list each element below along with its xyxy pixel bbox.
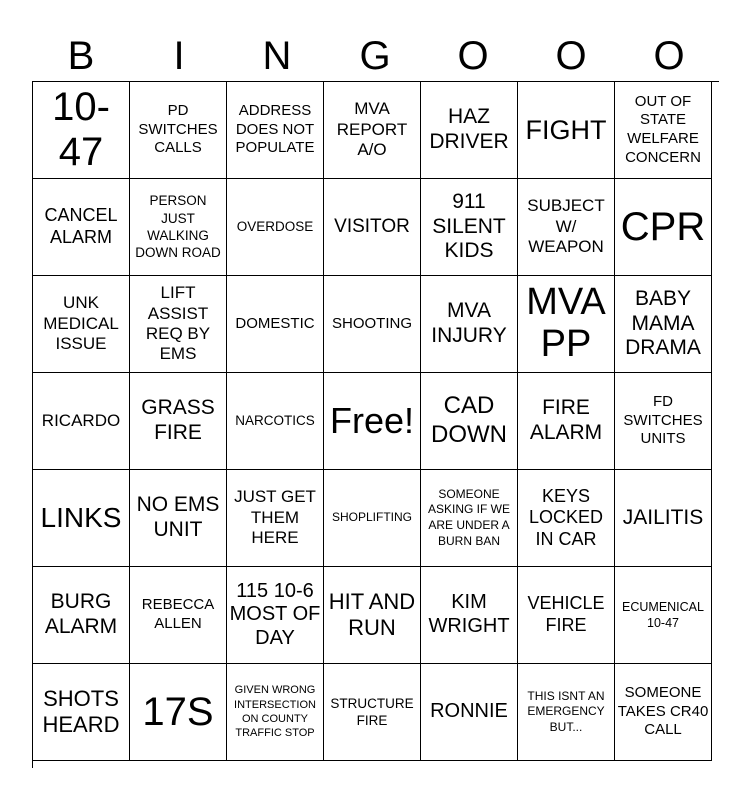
bingo-cell[interactable] xyxy=(130,82,227,179)
cell-text: MVA REPORT A/O xyxy=(336,99,408,160)
cell-text: KEYS LOCKED IN CAR xyxy=(528,485,604,549)
bingo-cell[interactable] xyxy=(421,82,518,179)
cell-text: BURG ALARM xyxy=(44,590,118,638)
cell-text: RICARDO xyxy=(41,410,121,430)
cell-text: OVERDOSE xyxy=(236,219,314,235)
cell-text: GRASS FIRE xyxy=(141,396,215,444)
bingo-cell[interactable] xyxy=(33,470,130,567)
cell-text: PD SWITCHES CALLS xyxy=(138,101,218,157)
bingo-cell[interactable] xyxy=(227,373,324,470)
bingo-cell[interactable] xyxy=(421,179,518,276)
bingo-cell[interactable] xyxy=(421,664,518,761)
cell-text: HIT AND RUN xyxy=(328,589,416,640)
bingo-cell[interactable] xyxy=(421,276,518,373)
bingo-cell[interactable] xyxy=(615,664,712,761)
bingo-cell[interactable] xyxy=(518,82,615,179)
cell-text: RONNIE xyxy=(430,700,508,723)
cell-text: ADDRESS DOES NOT POPULATE xyxy=(235,101,315,157)
bingo-cell[interactable] xyxy=(227,276,324,373)
header-letter-7: O xyxy=(653,34,685,78)
cell-text: Free! xyxy=(329,400,415,442)
bingo-cell[interactable] xyxy=(227,470,324,567)
cell-text: ECUMENICAL 10-47 xyxy=(622,599,704,630)
bingo-cell[interactable] xyxy=(324,179,421,276)
cell-text: MVA PP xyxy=(526,281,606,365)
bingo-cell[interactable] xyxy=(227,664,324,761)
bingo-cell[interactable] xyxy=(615,82,712,179)
bingo-cell[interactable] xyxy=(518,470,615,567)
bingo-cell[interactable] xyxy=(421,567,518,664)
cell-text: VEHICLE FIRE xyxy=(527,593,605,635)
bingo-cell[interactable] xyxy=(33,567,130,664)
bingo-cell[interactable] xyxy=(33,82,130,179)
header-letter-6: O xyxy=(555,34,587,78)
header-letter-5: O xyxy=(457,34,489,78)
bingo-cell[interactable] xyxy=(615,179,712,276)
bingo-cell[interactable] xyxy=(421,470,518,567)
cell-text: SHOTS HEARD xyxy=(42,686,120,737)
bingo-cell[interactable] xyxy=(615,373,712,470)
cell-text: FIRE ALARM xyxy=(529,396,603,444)
bingo-cell[interactable] xyxy=(518,373,615,470)
cell-text: 911 SILENT KIDS xyxy=(432,189,506,263)
cell-text: THIS ISNT AN EMERGENCY BUT... xyxy=(527,688,605,734)
cell-text: PERSON JUST WALKING DOWN ROAD xyxy=(135,193,221,261)
bingo-cell[interactable] xyxy=(615,470,712,567)
bingo-cell[interactable] xyxy=(227,179,324,276)
bingo-cell[interactable] xyxy=(518,179,615,276)
bingo-cell[interactable] xyxy=(324,567,421,664)
cell-text: KIM WRIGHT xyxy=(428,591,510,637)
cell-text: 10-47 xyxy=(52,85,110,174)
bingo-cell[interactable] xyxy=(421,373,518,470)
cell-text: OUT OF STATE WELFARE CONCERN xyxy=(625,92,701,166)
cell-text: HAZ DRIVER xyxy=(429,105,509,153)
cell-text: BABY MAMA DRAMA xyxy=(625,286,701,360)
bingo-cell[interactable] xyxy=(518,276,615,373)
bingo-cell[interactable] xyxy=(33,179,130,276)
cell-text: FIGHT xyxy=(525,114,607,145)
header-letter-4: G xyxy=(359,34,391,78)
bingo-cell[interactable] xyxy=(130,179,227,276)
bingo-cell[interactable] xyxy=(227,82,324,179)
cell-text: REBECCA ALLEN xyxy=(141,596,215,632)
cell-text: SOMEONE ASKING IF WE ARE UNDER A BURN BAN xyxy=(427,486,510,548)
bingo-cell[interactable] xyxy=(130,664,227,761)
header-letter-3: N xyxy=(262,34,292,78)
cell-text: CANCEL ALARM xyxy=(44,205,118,247)
bingo-cell[interactable] xyxy=(615,276,712,373)
cell-text: VISITOR xyxy=(334,215,410,237)
bingo-cell[interactable] xyxy=(130,470,227,567)
bingo-header xyxy=(32,30,718,82)
cell-text: SHOOTING xyxy=(331,314,412,332)
cell-text: JUST GET THEM HERE xyxy=(234,487,316,548)
cell-text: LIFT ASSIST REQ BY EMS xyxy=(145,283,211,364)
cell-text: SHOPLIFTING xyxy=(331,510,412,525)
cell-text: NO EMS UNIT xyxy=(136,493,220,541)
bingo-cell[interactable] xyxy=(33,373,130,470)
bingo-cell[interactable] xyxy=(324,664,421,761)
bingo-cell[interactable] xyxy=(615,567,712,664)
header-letter-1: B xyxy=(67,34,95,78)
cell-text: FD SWITCHES UNITS xyxy=(623,392,703,448)
cell-text: DOMESTIC xyxy=(235,314,315,332)
bingo-cell[interactable] xyxy=(130,373,227,470)
bingo-cell[interactable] xyxy=(130,276,227,373)
bingo-cell[interactable] xyxy=(324,82,421,179)
cell-text: SOMEONE TAKES CR40 CALL xyxy=(617,683,709,739)
cell-text: STRUCTURE FIRE xyxy=(330,695,414,728)
cell-text: UNK MEDICAL ISSUE xyxy=(43,293,119,354)
bingo-cell[interactable] xyxy=(33,276,130,373)
bingo-cell[interactable] xyxy=(518,567,615,664)
bingo-cell[interactable] xyxy=(518,664,615,761)
bingo-cell[interactable] xyxy=(324,373,421,470)
bingo-grid xyxy=(32,81,719,768)
cell-text: GIVEN WRONG INTERSECTION ON COUNTY TRAFFIC STOP xyxy=(234,684,316,740)
cell-text: 17S xyxy=(142,690,214,734)
cell-text: 115 10-6 MOST OF DAY xyxy=(229,579,321,649)
cell-text: NARCOTICS xyxy=(235,413,315,429)
cell-text: JAILITIS xyxy=(622,505,704,529)
bingo-cell[interactable] xyxy=(324,276,421,373)
cell-text: MVA INJURY xyxy=(431,299,507,347)
bingo-cell[interactable] xyxy=(324,470,421,567)
header-letter-2: I xyxy=(173,34,185,78)
cell-text: SUBJECT W/ WEAPON xyxy=(527,196,605,257)
bingo-cell[interactable] xyxy=(130,567,227,664)
bingo-cell[interactable] xyxy=(33,664,130,761)
cell-text: LINKS xyxy=(40,502,122,534)
cell-text: CPR xyxy=(620,205,706,249)
bingo-cell[interactable] xyxy=(227,567,324,664)
cell-text: CAD DOWN xyxy=(431,392,507,448)
